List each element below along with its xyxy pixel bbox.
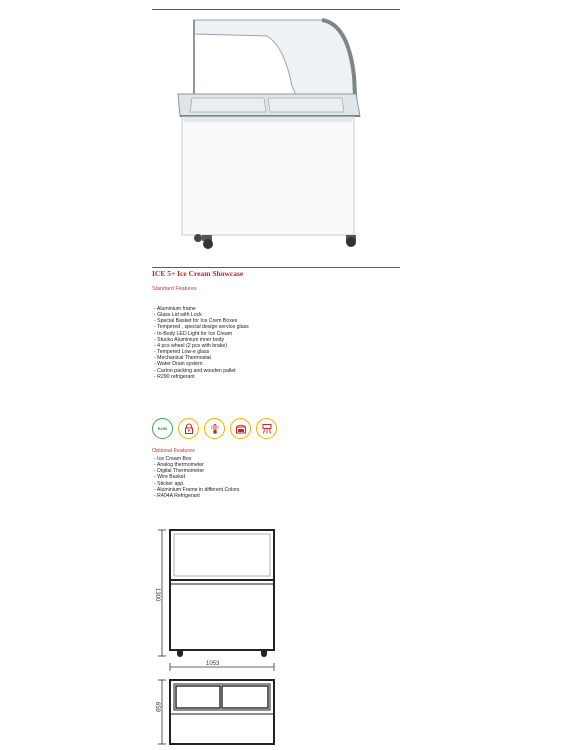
- led-light-icon: [256, 418, 277, 439]
- list-item: - Ice Cream Box: [154, 456, 192, 462]
- list-item: - Aluminium frame: [154, 306, 196, 312]
- height-dimension: 1300: [154, 588, 160, 602]
- list-item: - Tempered Low-e glass: [154, 349, 210, 356]
- display-icon: [230, 418, 251, 439]
- list-item: - In-Body LED Light for Ice Cream: [154, 330, 233, 337]
- product-title: ICE 5+ Ice Cream Showcase: [152, 269, 244, 278]
- list-item: - Analog thermometer: [154, 462, 204, 469]
- top-view-drawing: [150, 676, 280, 748]
- list-item: - Sticker app.: [154, 480, 185, 487]
- front-view-drawing: [150, 526, 280, 676]
- list-item: - Wire Basket: [154, 474, 186, 481]
- list-item: - Glass Lid with Lock: [154, 312, 202, 319]
- optional-features-list: [154, 456, 240, 499]
- title-rule: [152, 267, 400, 268]
- list-item: - Stucko Aluminium inner body: [154, 336, 225, 343]
- feature-icons: [152, 418, 277, 439]
- r290-label: R290: [157, 426, 168, 431]
- lock-icon: [178, 418, 199, 439]
- list-item: - Mechanical Thermostat: [154, 355, 211, 362]
- thermometer-icon: [204, 418, 225, 439]
- list-item: - Tempered , special design service glass: [154, 324, 249, 331]
- list-item: - 4 pcs wheel (2 pcs with brake): [154, 342, 227, 349]
- product-image: [172, 16, 372, 250]
- depth-dimension: 659: [154, 702, 160, 713]
- list-item: - R290 refrigerant: [154, 373, 195, 380]
- list-item: - Carton packing and wooden pallet: [154, 367, 236, 374]
- list-item: - Aluminium Frame in different Colors: [154, 486, 240, 493]
- r290-icon: [152, 418, 173, 439]
- list-item: - Special Basket for Ice Crem Boxes: [154, 318, 238, 325]
- standard-features-list: [154, 306, 249, 380]
- standard-features-heading: Standard Features: [152, 286, 197, 292]
- list-item: - R404A Refrigerant: [154, 492, 200, 499]
- width-dimension: 1053: [206, 661, 220, 667]
- list-item: - Water Drain system: [154, 361, 203, 368]
- top-rule: [152, 9, 400, 10]
- list-item: - Digital Thermometer: [154, 468, 205, 475]
- optional-features-heading: Optional Features: [152, 448, 195, 454]
